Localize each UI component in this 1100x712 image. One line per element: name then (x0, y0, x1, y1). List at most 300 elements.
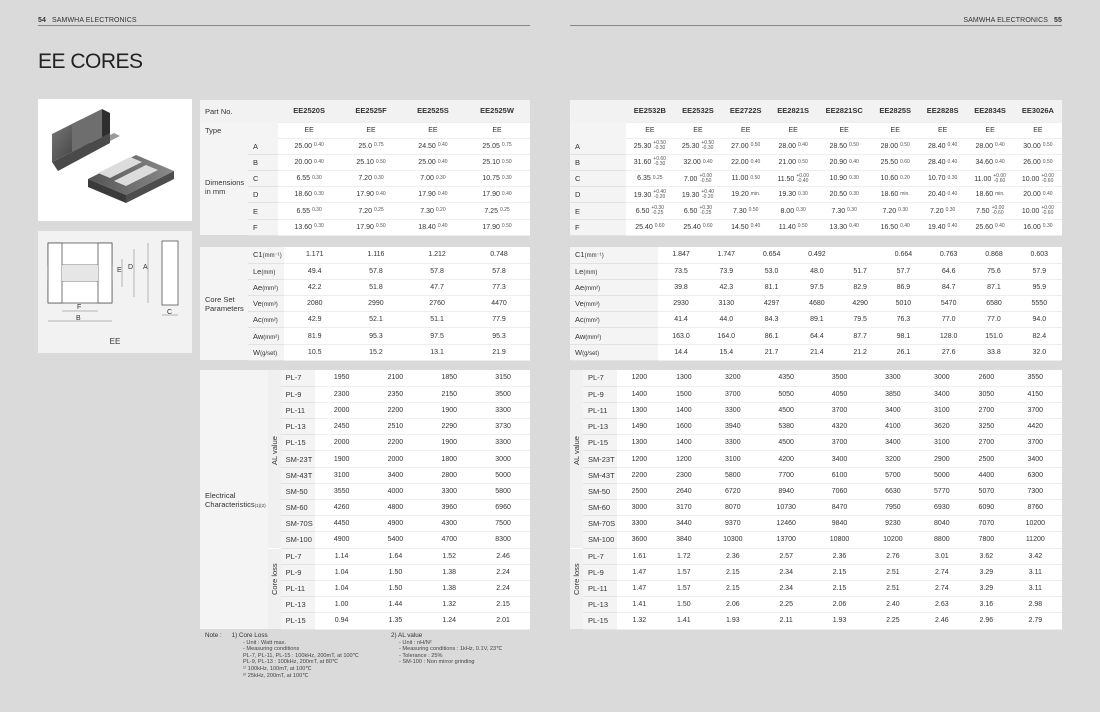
param-symbol: Ac (253, 315, 262, 325)
al-material: SM-60 (281, 500, 315, 516)
dimension-value (769, 171, 816, 187)
tolerance: min. (900, 191, 910, 197)
core-param-label (570, 279, 658, 295)
left-page-header (38, 17, 137, 24)
core-param-value: 42.9 (284, 312, 346, 328)
value: 20.40 (928, 191, 946, 199)
note-core-loss-lines (243, 640, 395, 680)
tolerance: 0.30 (1042, 223, 1053, 230)
core-loss-row (570, 597, 1062, 613)
value: 10.00 (1021, 175, 1040, 183)
core-param-value: 21.4 (794, 344, 839, 360)
al-value: 4100 (866, 419, 919, 435)
core-loss-value: 1.24 (422, 613, 476, 629)
tolerance: 0.50 (797, 223, 808, 230)
tolerance-minus: -0.60 (1041, 177, 1054, 184)
core-loss-value: 3.01 (920, 548, 965, 564)
note-al-line: - Tolerance : 25% (399, 652, 443, 659)
dimension-value (674, 219, 722, 235)
dimension-value (1014, 138, 1062, 154)
tolerance: 0.75 (373, 142, 384, 149)
dimension-value (722, 203, 769, 219)
tolerance-plus: +0.30 (651, 205, 664, 212)
tolerance: 0.40 (947, 158, 958, 165)
value: 7.00 (683, 175, 698, 183)
al-value: 2640 (662, 483, 707, 499)
value: 30.00 (1023, 142, 1041, 150)
dimension-value (278, 138, 340, 154)
param-unit: (mm³) (261, 302, 278, 309)
value: 28.00 (778, 142, 797, 150)
right-page-number: 55 (1054, 17, 1062, 24)
value: 28.40 (928, 158, 946, 166)
al-value: 6630 (866, 483, 919, 499)
right-page-header (963, 17, 1062, 24)
param-unit: (mm³) (583, 302, 600, 309)
part-number: EE2828S (919, 100, 966, 122)
dimension-value (722, 154, 769, 170)
core-param-value: 86.9 (881, 279, 926, 295)
dimension-value (402, 203, 464, 219)
al-value: 6090 (964, 500, 1009, 516)
value: 7.50 (975, 207, 990, 215)
parameters-text: Parameters (205, 303, 244, 313)
dimension-value (278, 187, 340, 203)
al-value: 3850 (866, 386, 919, 402)
value: 25.05 (482, 142, 500, 150)
core-param-value: 51.1 (406, 312, 468, 328)
dimension-letter: D (248, 187, 278, 203)
tolerance (993, 174, 1006, 184)
core-loss-row (570, 613, 1062, 629)
core-param-row (200, 263, 530, 279)
core-loss-value: 1.38 (422, 580, 476, 596)
dimension-value (919, 219, 966, 235)
dimension-value (402, 219, 464, 235)
dimension-letter: B (570, 154, 626, 170)
al-value: 4300 (422, 516, 476, 532)
core-param-value: 73.5 (658, 263, 703, 279)
tolerance: 0.40 (437, 223, 448, 230)
core-param-label (570, 344, 658, 360)
core-param-value: 27.6 (926, 344, 971, 360)
part-number: EE2532S (674, 100, 722, 122)
core-param-value: 49.4 (284, 263, 346, 279)
dim-label-f: F (77, 304, 82, 311)
al-row (570, 386, 1062, 402)
core-param-value: 10.5 (284, 344, 346, 360)
al-value: 1900 (422, 435, 476, 451)
value: 17.90 (482, 191, 500, 199)
note-core-loss-line: ¹⁾ 100kHz, 100mT, at 100℃ (243, 665, 312, 672)
part-number: EE2525F (340, 100, 402, 122)
al-value: 3840 (662, 532, 707, 548)
al-value: 3400 (866, 435, 919, 451)
core-param-label (248, 312, 284, 328)
al-value: 3200 (706, 370, 759, 386)
dimension-value (966, 138, 1013, 154)
tolerance-plus: +0.60 (653, 156, 666, 163)
tolerance: 0.60 (654, 223, 665, 230)
tolerance (653, 157, 666, 167)
dimension-letter: B (248, 154, 278, 170)
core-param-value: 48.0 (794, 263, 839, 279)
dimension-diagram (38, 231, 192, 353)
tolerance: 0.30 (312, 174, 322, 181)
al-value: 2600 (964, 370, 1009, 386)
core-loss-value: 1.04 (315, 564, 369, 580)
dimension-value (872, 171, 919, 187)
al-value: 1850 (422, 370, 476, 386)
al-material: PL-7 (583, 370, 617, 386)
core-loss-value: 2.79 (1009, 613, 1062, 629)
core-loss-row (570, 580, 1062, 596)
core-loss-value: 2.36 (706, 548, 759, 564)
value: 16.00 (1023, 223, 1041, 231)
dimension-value (626, 219, 674, 235)
core-loss-value: 2.15 (813, 564, 866, 580)
tolerance: min. (995, 191, 1005, 197)
al-value: 4420 (1009, 419, 1062, 435)
al-value: 3300 (476, 435, 530, 451)
dimension-value (464, 187, 530, 203)
al-value: 8070 (706, 500, 759, 516)
note-al-line: - Unit : nH/N² (399, 639, 432, 646)
al-value: 3550 (1009, 370, 1062, 386)
core-param-label (570, 312, 658, 328)
dim-label-d: D (128, 264, 134, 271)
tolerance (699, 174, 712, 184)
dimension-row-f (570, 219, 1062, 235)
tolerance: 0.30 (849, 174, 859, 181)
tolerance-minus: -0.30 (653, 161, 666, 168)
core-param-value: 76.3 (881, 312, 926, 328)
core-param-label (248, 247, 284, 263)
core-loss-value: 0.94 (315, 613, 369, 629)
tolerance: 0.20 (900, 174, 910, 181)
tolerance: 0.50 (375, 158, 386, 165)
al-value: 6300 (1009, 467, 1062, 483)
core-loss-value: 1.93 (813, 613, 866, 629)
core-param-value: 4680 (794, 296, 839, 312)
tolerance: 0.40 (947, 142, 958, 149)
al-row (570, 467, 1062, 483)
tolerance-plus: +0.00 (1041, 205, 1054, 212)
al-value: 3100 (920, 435, 965, 451)
tolerance-minus: -0.20 (653, 193, 666, 200)
al-material: PL-11 (583, 402, 617, 418)
core-param-value: 86.1 (749, 328, 794, 344)
core-loss-text: Core loss (269, 563, 279, 596)
tolerance-plus: +0.50 (653, 140, 666, 147)
dimension-row-e (570, 203, 1062, 219)
type-value: EE (1014, 122, 1062, 138)
tolerance: 0.40 (849, 158, 859, 165)
core-loss-value: 2.15 (476, 597, 530, 613)
tolerance (699, 206, 712, 216)
value: 28.00 (880, 142, 899, 150)
core-loss-value: 2.15 (706, 580, 759, 596)
al-value: 1900 (315, 451, 369, 467)
tolerance-plus: +0.00 (699, 172, 713, 179)
dimension-value (340, 154, 402, 170)
al-row (570, 516, 1062, 532)
dimension-row-b (570, 154, 1062, 170)
al-value: 5800 (706, 467, 759, 483)
core-param-value: 1.116 (346, 247, 406, 263)
al-value: 4150 (1009, 386, 1062, 402)
electrical-label (200, 370, 268, 629)
type-value: EE (464, 122, 530, 138)
dimension-letter: A (248, 138, 278, 154)
value: 17.90 (482, 223, 500, 231)
value: 34.60 (975, 158, 993, 166)
core-param-value: 41.4 (658, 312, 703, 328)
al-value: 5700 (866, 467, 919, 483)
al-value: 7500 (476, 516, 530, 532)
core-param-value: 1.171 (284, 247, 346, 263)
value: 6.55 (296, 207, 311, 215)
dimension-value (464, 203, 530, 219)
core-param-row (200, 247, 530, 263)
tolerance: 0.50 (750, 142, 761, 149)
tolerance (992, 206, 1005, 216)
part-number: EE2821S (769, 100, 816, 122)
dimension-letter: F (570, 219, 626, 235)
dimension-value (340, 187, 402, 203)
dimension-value (464, 154, 530, 170)
core-param-value: 2930 (658, 296, 703, 312)
al-material: SM-43T (281, 467, 315, 483)
param-unit: (mm²) (585, 334, 602, 341)
part-number: EE2525S (402, 100, 464, 122)
type-value: EE (402, 122, 464, 138)
al-value: 3400 (813, 451, 866, 467)
core-loss-value: 1.93 (706, 613, 759, 629)
al-value: 1300 (617, 435, 662, 451)
dimension-value (872, 203, 919, 219)
loss-material: PL-7 (583, 548, 617, 564)
dimension-value (872, 187, 919, 203)
tolerance: 0.40 (702, 158, 713, 165)
core-loss-label (268, 548, 281, 629)
loss-material: PL-11 (583, 580, 617, 596)
al-value: 3300 (706, 435, 759, 451)
value: 25.0 (358, 142, 372, 150)
al-value: 9230 (866, 516, 919, 532)
core-param-value: 5470 (926, 296, 971, 312)
core-param-value (840, 247, 881, 263)
core-param-value: 57.7 (881, 263, 926, 279)
value: 19.20 (731, 191, 749, 199)
tolerance (796, 174, 809, 184)
al-value: 5070 (964, 483, 1009, 499)
tolerance: 0.30 (312, 207, 322, 214)
value: 24.50 (418, 142, 436, 150)
dimension-value (1014, 219, 1062, 235)
left-brand: SAMWHA ELECTRONICS (52, 17, 137, 24)
core-param-value: 47.7 (406, 279, 468, 295)
dimensions-label (200, 138, 248, 235)
al-value: 4900 (369, 516, 423, 532)
tolerance: 0.40 (314, 158, 324, 165)
value: 7.25 (484, 207, 498, 215)
al-value: 3700 (813, 402, 866, 418)
value: 25.60 (975, 223, 993, 231)
core-param-row (570, 247, 1062, 263)
core-loss-value: 3.16 (964, 597, 1009, 613)
left-core-set-table (200, 247, 530, 361)
type-value: EE (674, 122, 722, 138)
al-value: 1200 (617, 370, 662, 386)
tolerance-minus: -0.25 (651, 210, 664, 217)
value: 32.00 (683, 158, 701, 166)
tolerance: 0.50 (748, 207, 759, 214)
value: 17.90 (418, 191, 436, 199)
core-set-label (200, 247, 248, 360)
tolerance-plus: +0.40 (653, 188, 666, 195)
tolerance: 0.30 (314, 223, 324, 230)
al-value: 2500 (617, 483, 662, 499)
core-param-value: 81.9 (284, 328, 346, 344)
dimension-value (340, 203, 402, 219)
core-param-row (570, 263, 1062, 279)
al-value: 1600 (662, 419, 707, 435)
value: 11.50 (777, 175, 795, 183)
tolerance (701, 190, 714, 200)
al-value: 3000 (920, 370, 965, 386)
al-value: 2500 (964, 451, 1009, 467)
value: 31.60 (633, 159, 652, 167)
tolerance (653, 141, 666, 151)
core-param-row (200, 296, 530, 312)
tolerance-minus: -0.20 (702, 193, 714, 200)
core-loss-value: 2.74 (920, 580, 965, 596)
core-param-value: 128.0 (926, 328, 971, 344)
core-param-value: 64.6 (926, 263, 971, 279)
al-value: 3400 (369, 467, 423, 483)
core-param-label (570, 296, 658, 312)
dimension-value (769, 219, 816, 235)
core-param-value: 0.748 (468, 247, 530, 263)
core-loss-value: 2.15 (813, 580, 866, 596)
core-param-row (200, 279, 530, 295)
dimension-value (626, 187, 674, 203)
core-param-value: 57.8 (406, 263, 468, 279)
al-value: 8040 (920, 516, 965, 532)
tolerance (653, 190, 666, 200)
dimension-value (278, 219, 340, 235)
loss-material: PL-15 (281, 613, 315, 629)
core-param-value: 1.847 (658, 247, 703, 263)
param-symbol: Aw (575, 331, 586, 341)
product-photo (38, 99, 192, 221)
tolerance-plus: +0.00 (991, 205, 1005, 212)
core-loss-value: 2.24 (476, 564, 530, 580)
al-value: 5800 (476, 483, 530, 499)
part-number: EE2825S (872, 100, 919, 122)
dimension-value (919, 171, 966, 187)
value: 21.00 (778, 158, 797, 166)
dimension-value (278, 154, 340, 170)
core-param-value: 13.1 (406, 344, 468, 360)
value: 25.30 (681, 143, 700, 151)
loss-material: PL-13 (583, 597, 617, 613)
al-value: 1200 (662, 451, 707, 467)
dimension-value (966, 219, 1013, 235)
value: 10.00 (1021, 207, 1040, 215)
al-value: 6720 (706, 483, 759, 499)
al-value: 1400 (662, 435, 707, 451)
type-row (200, 122, 530, 138)
dimension-value (464, 219, 530, 235)
value: 7.00 (420, 175, 434, 183)
al-value: 13700 (759, 532, 812, 548)
core-param-value: 51.8 (346, 279, 406, 295)
type-value: EE (817, 122, 872, 138)
al-value: 3730 (476, 419, 530, 435)
note-al-line: - SM-100 : Non mirror grinding (399, 659, 475, 666)
core-loss-value: 2.01 (476, 613, 530, 629)
core-param-value: 73.9 (704, 263, 749, 279)
param-unit: (mm²) (583, 318, 600, 325)
al-value: 10300 (706, 532, 759, 548)
value: 25.50 (880, 158, 899, 166)
dimension-value (340, 171, 402, 187)
value: 7.20 (929, 207, 944, 215)
al-value: 2300 (662, 467, 707, 483)
core-param-value: 14.4 (658, 344, 703, 360)
core-loss-row (570, 564, 1062, 580)
dimension-value (769, 138, 816, 154)
note-al-title: 2) AL value (391, 632, 423, 639)
value: 6.50 (635, 207, 650, 215)
al-value: 12460 (759, 516, 812, 532)
dimension-value (872, 154, 919, 170)
core-param-label (570, 247, 658, 263)
tolerance: 0.40 (314, 142, 324, 149)
al-value: 3700 (813, 435, 866, 451)
al-value: 3700 (706, 386, 759, 402)
dimension-value (402, 154, 464, 170)
param-symbol: C1 (575, 250, 585, 260)
core-loss-value: 2.15 (706, 564, 759, 580)
core-param-label (248, 344, 284, 360)
core-param-value: 0.868 (971, 247, 1016, 263)
core-loss-value: 3.62 (964, 548, 1009, 564)
core-param-label (248, 279, 284, 295)
core-loss-value: 2.34 (759, 580, 812, 596)
tolerance: 0.30 (373, 174, 384, 181)
al-material: PL-13 (281, 419, 315, 435)
right-dimensions-table (570, 100, 1062, 236)
core-param-value: 163.0 (658, 328, 703, 344)
core-loss-value: 3.42 (1009, 548, 1062, 564)
dimension-value (817, 219, 872, 235)
value: 6.50 (683, 207, 698, 215)
core-param-value: 51.7 (840, 263, 881, 279)
tolerance: 0.30 (898, 207, 908, 214)
al-value: 10730 (759, 500, 812, 516)
al-value: 3400 (920, 386, 965, 402)
al-value: 3000 (617, 500, 662, 516)
value: 7.20 (358, 207, 372, 215)
al-value: 3940 (706, 419, 759, 435)
al-material: SM-60 (583, 500, 617, 516)
al-value: 4050 (813, 386, 866, 402)
value: 20.00 (1023, 191, 1041, 199)
value: 25.00 (418, 158, 436, 166)
